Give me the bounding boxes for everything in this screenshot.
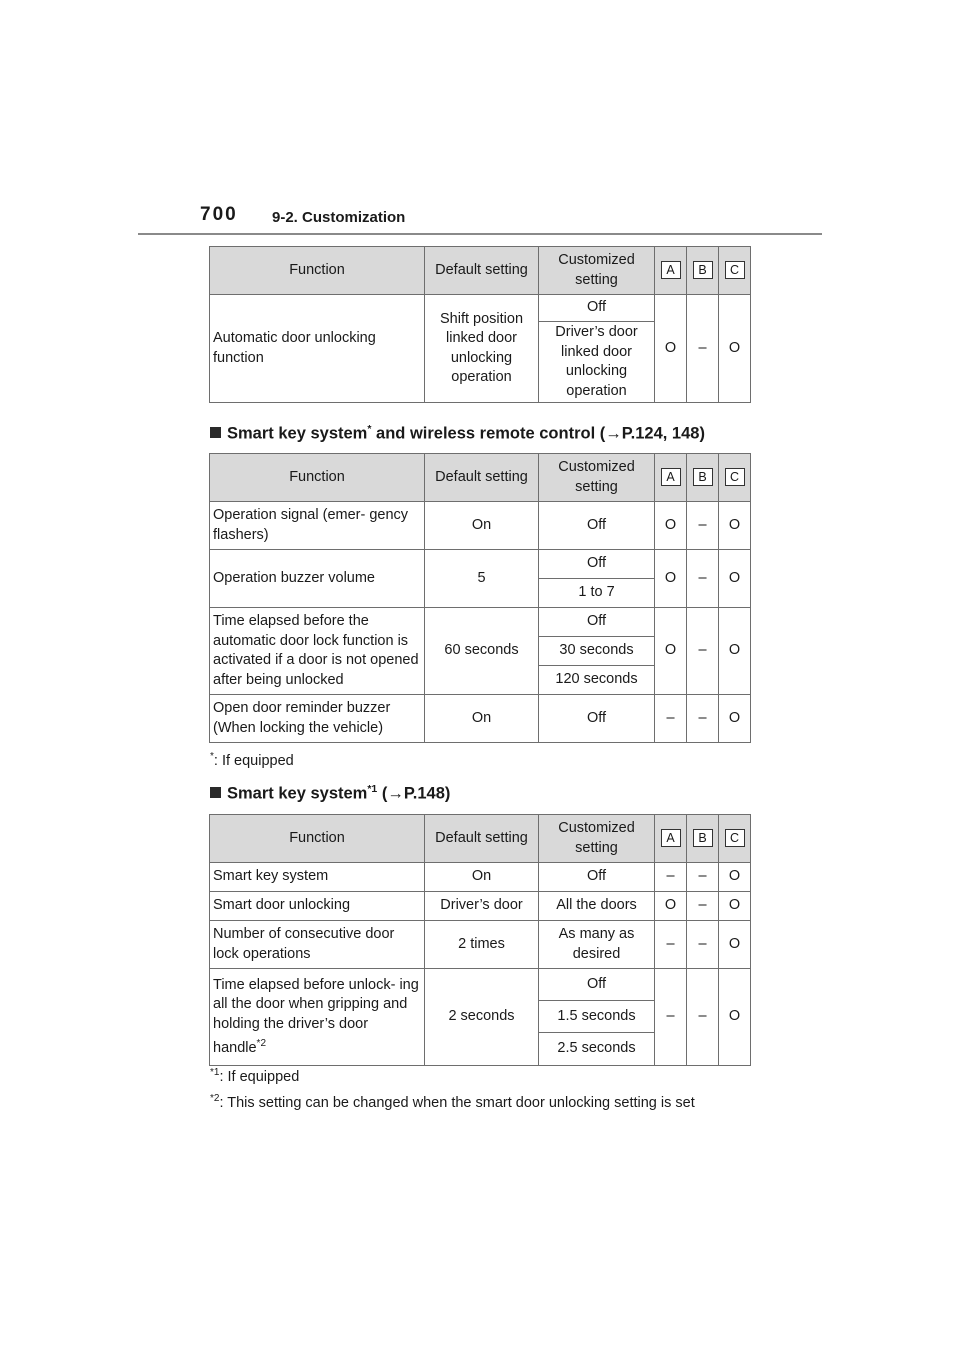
b-cell: – [687,863,719,892]
header-a [655,247,687,295]
footnote: $^{*1}$: If equipped [210,1067,300,1085]
header-customized-setting: Customized setting [539,454,655,502]
option-cell: Off [539,695,655,743]
c-cell: O [719,969,751,1066]
default-setting-cell: 2 seconds [425,969,539,1066]
section-title: 9-2. Customization [272,209,406,226]
option-cell: Off [539,502,655,550]
c-cell: O [719,502,751,550]
header-a [655,454,687,502]
a-cell: – [655,921,687,969]
page-number: 700 [200,204,238,225]
table-header-row [210,815,751,863]
b-cell: – [687,892,719,921]
c-cell: O [719,295,751,403]
function-cell: Automatic door unlocking function [210,295,425,403]
a-cell: O [655,502,687,550]
letter-c-box: C [725,468,745,486]
function-cell: Operation signal (emer- gency flashers) [210,502,425,550]
function-cell: Time elapsed before the automatic door lock function is activated if a door is not opened after being unlocked [210,608,425,695]
header-default-setting: Default setting [425,247,539,295]
a-cell: – [655,969,687,1066]
default-setting-cell: Shift position linked door unlocking operation [425,295,539,403]
automatic-door-unlocking-table [209,246,751,403]
c-cell: O [719,695,751,743]
a-cell: – [655,695,687,743]
default-setting-cell: 5 [425,550,539,608]
table-header-row [210,454,751,502]
header-b [687,454,719,502]
option-cell: 2.5 seconds [539,1033,655,1066]
table-row [210,608,751,637]
option-cell: 120 seconds [539,666,655,695]
option-cell: 1 to 7 [539,579,655,608]
default-setting-cell: 60 seconds [425,608,539,695]
footnote: *: If equipped [210,751,294,769]
function-cell: Number of consecutive door lock operations [210,921,425,969]
arrow-icon: → [605,424,622,443]
bullet-square [210,787,221,798]
letter-a-box: A [661,261,681,279]
default-setting-cell: 2 times [425,921,539,969]
table-row [210,921,751,969]
section-heading: Smart key system* and wireless remote control (→P.124, 148) [210,423,705,444]
letter-c-box: C [725,261,745,279]
header-b [687,815,719,863]
page-header [138,200,822,236]
b-cell: – [687,502,719,550]
b-cell: – [687,695,719,743]
arrow-icon: → [387,784,404,803]
default-setting-cell: On [425,863,539,892]
header-b [687,247,719,295]
table-row [210,892,751,921]
letter-a-box: A [661,829,681,847]
header-customized-setting: Customized setting [539,815,655,863]
b-cell: – [687,550,719,608]
letter-b-box: B [693,468,713,486]
table-row [210,695,751,743]
option-cell: Driver’s door linked door unlocking operation [539,322,655,403]
a-cell: O [655,608,687,695]
option-cell: All the doors [539,892,655,921]
b-cell: – [687,969,719,1066]
table-row [210,969,751,1001]
b-cell: – [687,608,719,695]
function-cell: Open door reminder buzzer (When locking the vehicle) [210,695,425,743]
letter-c-box: C [725,829,745,847]
table-row [210,550,751,579]
c-cell: O [719,892,751,921]
letter-b-box: B [693,261,713,279]
header-rule [138,233,822,235]
function-cell: Smart door unlocking [210,892,425,921]
footnote: $^{*2}$: This setting can be changed when the smart door unlocking setting is set [210,1093,695,1111]
smart-key-wireless-table [209,453,751,743]
section-heading: Smart key system$^{*1}$ (→P.148) [210,783,450,804]
function-cell: Operation buzzer volume [210,550,425,608]
option-cell: Off [539,863,655,892]
function-cell: Time elapsed before unlock- ing all the door when gripping and holding the driver’s door handle$^{*2}$ [210,969,425,1066]
a-cell: O [655,892,687,921]
option-cell: 1.5 seconds [539,1001,655,1033]
table-row [210,502,751,550]
option-cell: Off [539,608,655,637]
header-function: Function [210,454,425,502]
option-cell: As many as desired [539,921,655,969]
option-cell: Off [539,295,655,322]
letter-b-box: B [693,829,713,847]
function-cell: Smart key system [210,863,425,892]
option-cell: Off [539,550,655,579]
a-cell: O [655,295,687,403]
header-customized-setting: Customized setting [539,247,655,295]
header-c [719,815,751,863]
header-function: Function [210,815,425,863]
c-cell: O [719,608,751,695]
table-row [210,295,751,322]
a-cell: – [655,863,687,892]
header-default-setting: Default setting [425,454,539,502]
default-setting-cell: On [425,695,539,743]
c-cell: O [719,863,751,892]
header-default-setting: Default setting [425,815,539,863]
option-cell: Off [539,969,655,1001]
b-cell: – [687,921,719,969]
option-cell: 30 seconds [539,637,655,666]
header-c [719,247,751,295]
default-setting-cell: On [425,502,539,550]
table-header-row [210,247,751,295]
c-cell: O [719,550,751,608]
header-function: Function [210,247,425,295]
b-cell: – [687,295,719,403]
header-c [719,454,751,502]
letter-a-box: A [661,468,681,486]
bullet-square [210,427,221,438]
default-setting-cell: Driver’s door [425,892,539,921]
smart-key-system-table [209,814,751,1066]
c-cell: O [719,921,751,969]
a-cell: O [655,550,687,608]
table-row [210,863,751,892]
header-a [655,815,687,863]
